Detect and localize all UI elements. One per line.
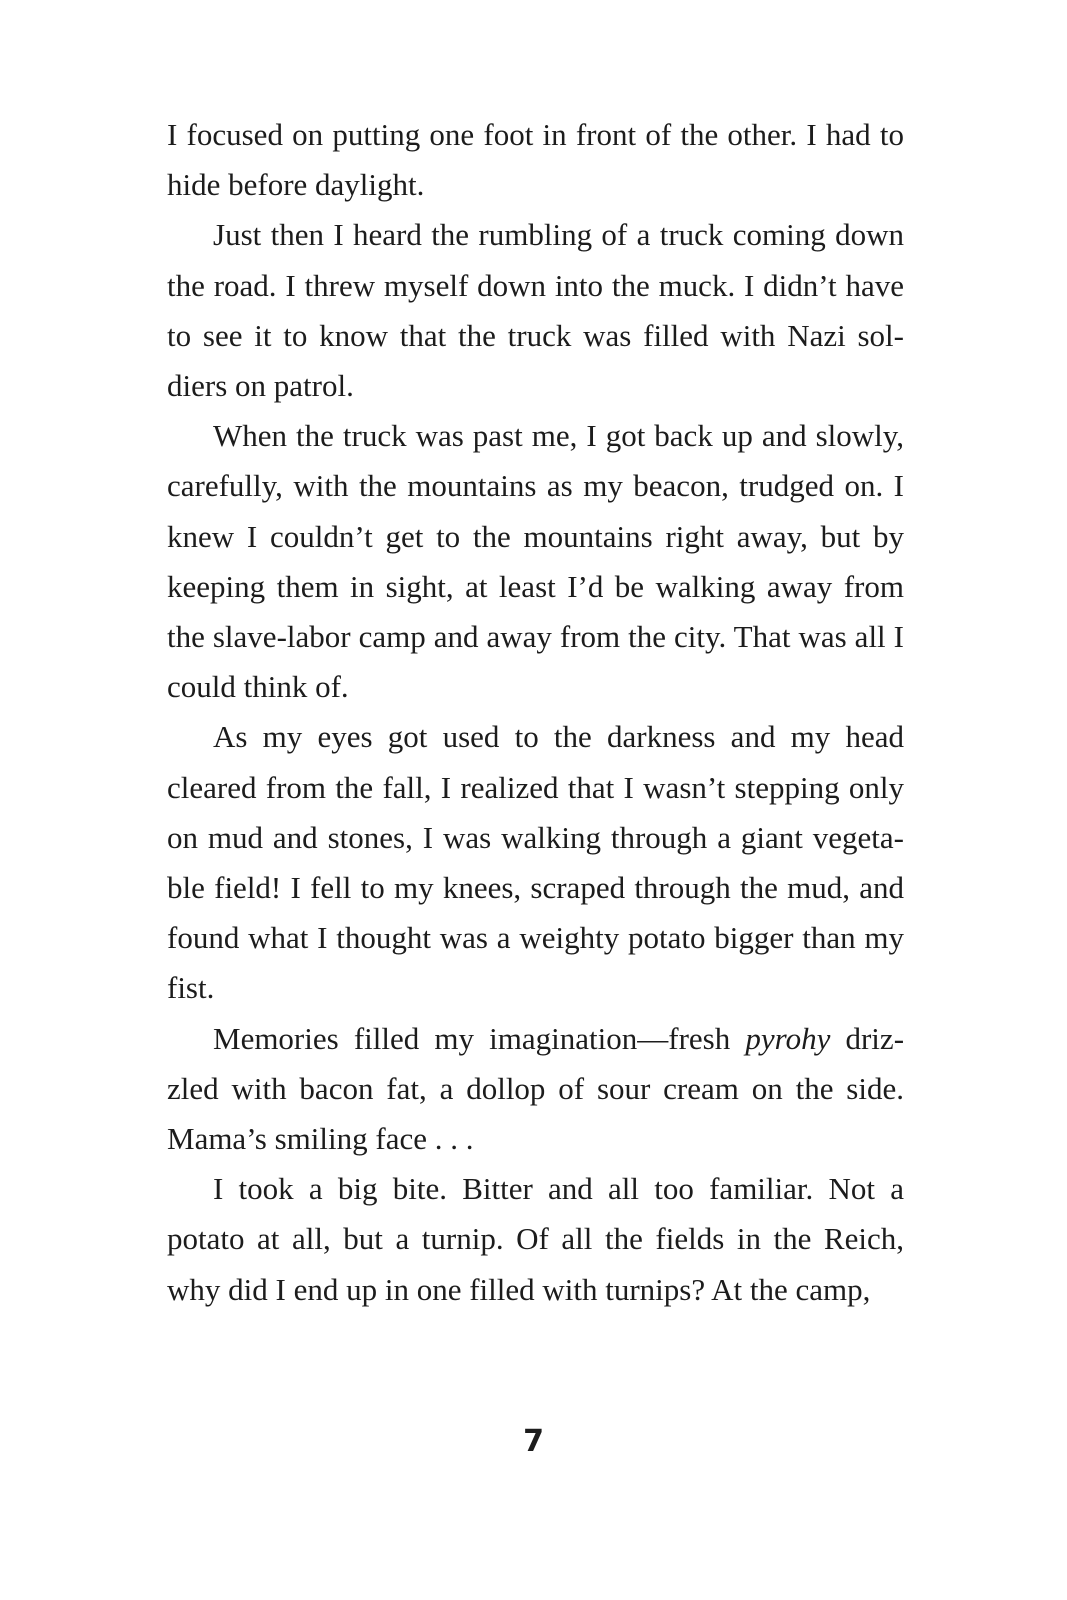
paragraph-3: When the truck was past me, I got back up and slowly, carefully, with the mountains as my beacon, trudged on. I knew I couldn’t get to the mountains right away, but by keeping them in sight, at least I’d be walking away from the slave-labor camp and away from the city. That was all I could think of.: [167, 418, 904, 705]
paragraph-5: [167, 1014, 904, 1165]
body-text: [167, 110, 904, 1315]
paragraph-6: I took a big bite. Bitter and all too familiar. Not a potato at all, but a turnip. Of all the fields in the Reich, why did I end up in one filled with turnips? At the camp,: [167, 1171, 904, 1307]
paragraph-5-before: Memories filled my imagination—fresh: [213, 1020, 746, 1056]
paragraph-5-italic-word: pyrohy: [745, 1020, 831, 1056]
paragraph-4: As my eyes got used to the darkness and my head cleared from the fall, I realized that I wasn’t stepping only on mud and stones, I was walking through a giant vegetable field! I fell to my knees, scraped through the mud, and found what I thought was a weighty potato bigger than my fist.: [167, 719, 904, 1006]
paragraph-2: Just then I heard the rumbling of a truck coming down the road. I threw myself down into the muck. I didn’t have to see it to know that the truck was filled with Nazi soldiers on patrol.: [167, 217, 904, 404]
paragraph-5-after: drizzled with bacon fat, a dollop of sour cream on the side. Mama’s smiling face . . .: [167, 1020, 905, 1157]
paragraph-1: I focused on putting one foot in front of the other. I had to hide before daylight.: [167, 117, 904, 203]
page-number: 7: [523, 1424, 544, 1459]
